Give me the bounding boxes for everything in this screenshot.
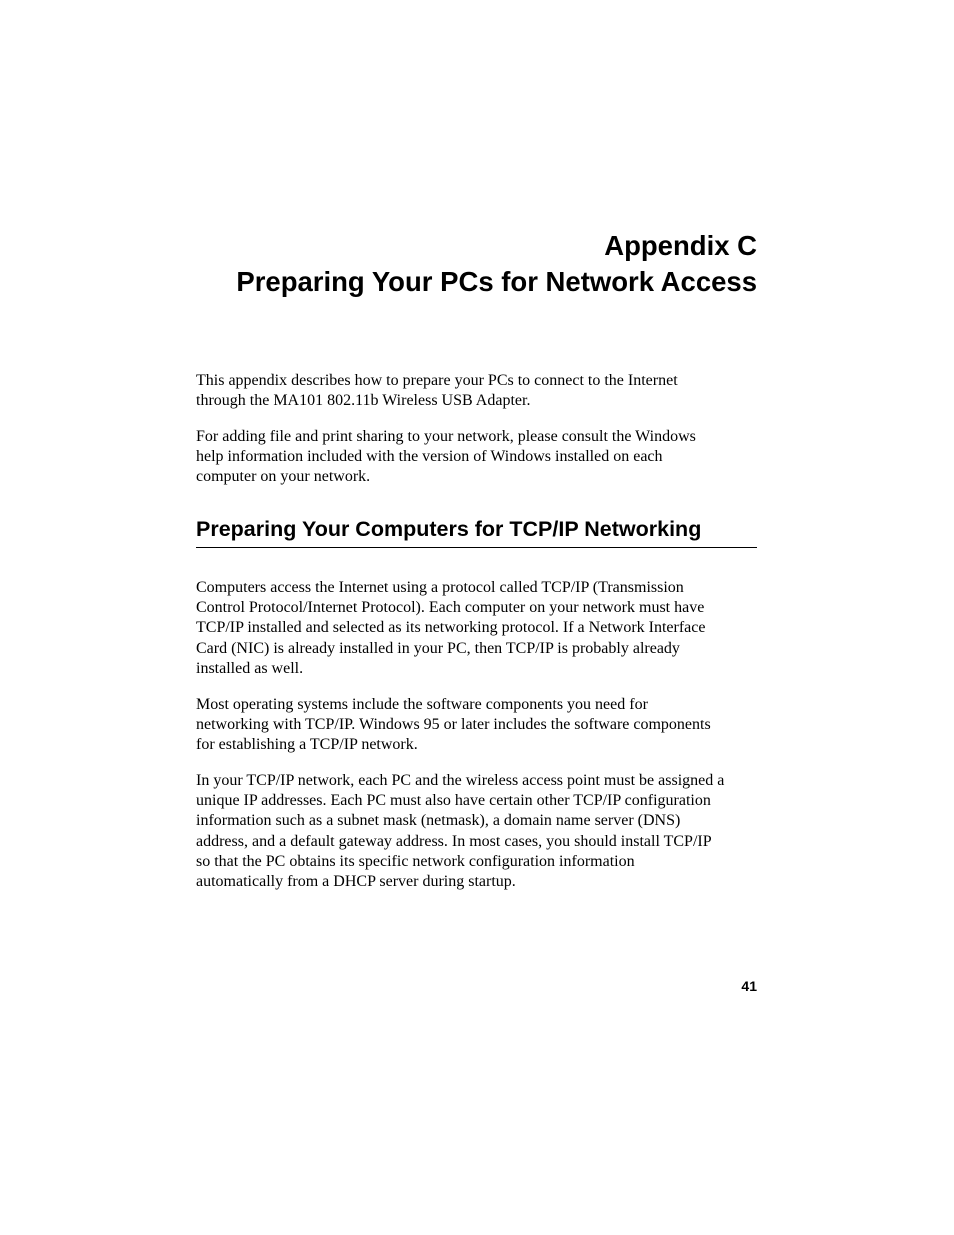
text-line: computer on your network. <box>196 468 371 486</box>
text-line: help information included with the version of Windows installed on each <box>196 448 663 466</box>
text-line: In your TCP/IP network, each PC and the wireless access point must be assigned a <box>196 772 725 789</box>
section-paragraph-2 <box>196 695 762 756</box>
text-line: For adding file and print sharing to your network, please consult the Windows <box>196 428 696 445</box>
text-line: so that the PC obtains its specific network configuration information <box>196 852 635 870</box>
section-heading: Preparing Your Computers for TCP/IP Networking <box>196 514 757 548</box>
text-line: through the MA101 802.11b Wireless USB Adapter. <box>196 392 531 410</box>
section-paragraph-1 <box>196 578 762 679</box>
text-line: address, and a default gateway address. In most cases, you should install TCP/IP <box>196 832 712 850</box>
appendix-label: Appendix C <box>604 230 757 261</box>
intro-paragraph-2 <box>196 427 762 488</box>
text-line: TCP/IP installed and selected as its networking protocol. If a Network Interface <box>196 619 706 637</box>
intro-paragraph-1 <box>196 371 762 411</box>
text-line: automatically from a DHCP server during startup. <box>196 873 516 891</box>
text-line: Computers access the Internet using a protocol called TCP/IP (Transmission <box>196 579 684 596</box>
section-paragraph-3 <box>196 771 762 892</box>
page-number: 41 <box>741 978 757 994</box>
text-line: for establishing a TCP/IP network. <box>196 736 418 754</box>
text-line: information such as a subnet mask (netmask), a domain name server (DNS) <box>196 812 681 830</box>
text-line: installed as well. <box>196 659 304 677</box>
text-line: Control Protocol/Internet Protocol). Each computer on your network must have <box>196 599 705 617</box>
appendix-title <box>196 228 757 300</box>
text-line: This appendix describes how to prepare your PCs to connect to the Internet <box>196 372 678 389</box>
text-line: unique IP addresses. Each PC must also have certain other TCP/IP configuration <box>196 792 711 810</box>
text-line: Most operating systems include the software components you need for <box>196 696 648 713</box>
chapter-title: Preparing Your PCs for Network Access <box>236 266 757 297</box>
text-line: Card (NIC) is already installed in your PC, then TCP/IP is probably already <box>196 639 680 657</box>
text-line: networking with TCP/IP. Windows 95 or later includes the software components <box>196 716 711 734</box>
